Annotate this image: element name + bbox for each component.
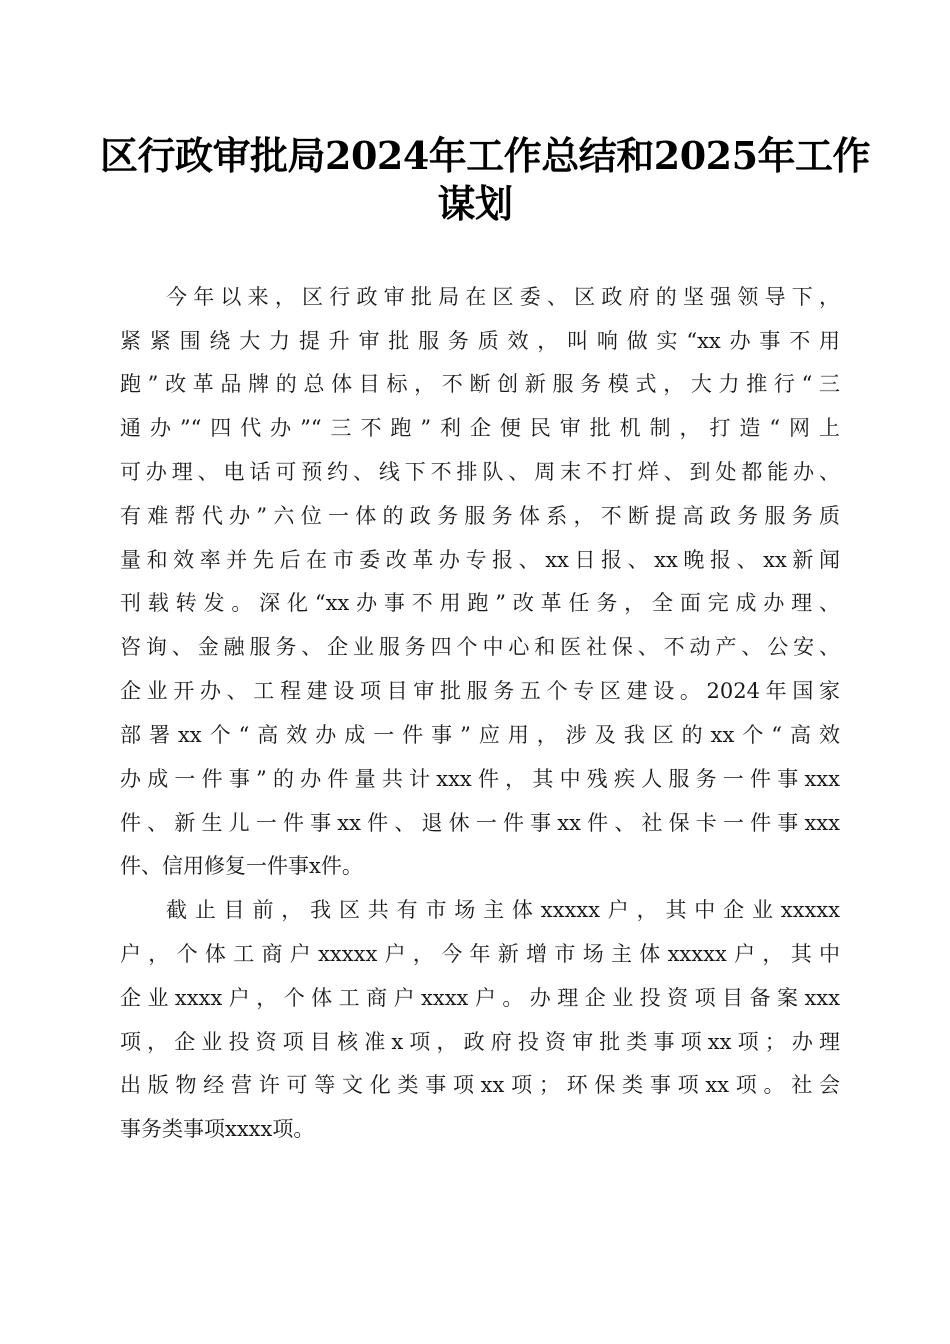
paragraph-1-line-9: 咨询、金融服务、企业服务四个中心和医社保、不动产、公安、	[120, 635, 840, 659]
paragraph-1-line-5: 可办理、电话可预约、线下不排队、周末不打烊、到处都能办、	[120, 460, 840, 484]
paragraph-2-line-4: 项，企业投资项目核准x项，政府投资审批类事项xx项；办理	[120, 1030, 840, 1054]
title-line-2: 谋划	[437, 181, 513, 226]
paragraph-1-line-10: 企业开办、工程建设项目审批服务五个专区建设。2024年国家	[120, 679, 840, 703]
paragraph-1-line-6: 有难帮代办”六位一体的政务服务体系，不断提高政务服务质	[120, 504, 840, 528]
document-title	[100, 132, 871, 228]
paragraph-1-line-14: 件、信用修复一件事x件。	[120, 854, 363, 878]
paragraph-2-line-2: 户，个体工商户xxxxx户，今年新增市场主体xxxxx户，其中	[120, 942, 840, 966]
paragraph-2-line-6: 事务类事项xxxx项。	[120, 1117, 315, 1141]
paragraph-1-line-2: 紧紧围绕大力提升审批服务质效，叫响做实“xx办事不用	[120, 329, 840, 353]
paragraph-1-line-4: 通办”“四代办”“三不跑”利企便民审批机制，打造“网上	[120, 416, 840, 440]
paragraph-1-line-11: 部署xx个“高效办成一件事”应用，涉及我区的xx个“高效	[120, 723, 840, 747]
paragraph-2-line-1: 截止目前，我区共有市场主体xxxxx户，其中企业xxxxx	[166, 898, 840, 922]
paragraph-1-line-12: 办成一件事”的办件量共计xxx件，其中残疾人服务一件事xxx	[120, 767, 840, 791]
paragraph-1-line-7: 量和效率并先后在市委改革办专报、xx日报、xx晚报、xx新闻	[120, 548, 840, 572]
paragraph-1-line-3: 跑”改革品牌的总体目标，不断创新服务模式，大力推行“三	[120, 372, 840, 396]
paragraph-2-line-5: 出版物经营许可等文化类事项xx项；环保类事项xx项。社会	[120, 1073, 840, 1097]
paragraph-1-line-1: 今年以来，区行政审批局在区委、区政府的坚强领导下，	[166, 285, 840, 309]
paragraph-1-line-13: 件、新生儿一件事xx件、退休一件事xx件、社保卡一件事xxx	[120, 811, 840, 835]
title-line-1: 区行政审批局2024年工作总结和2025年工作	[100, 133, 871, 178]
paragraph-2-line-3: 企业xxxx户，个体工商户xxxx户。办理企业投资项目备案xxx	[120, 986, 840, 1010]
paragraph-1-line-8: 刊载转发。深化“xx办事不用跑”改革任务，全面完成办理、	[120, 591, 840, 615]
